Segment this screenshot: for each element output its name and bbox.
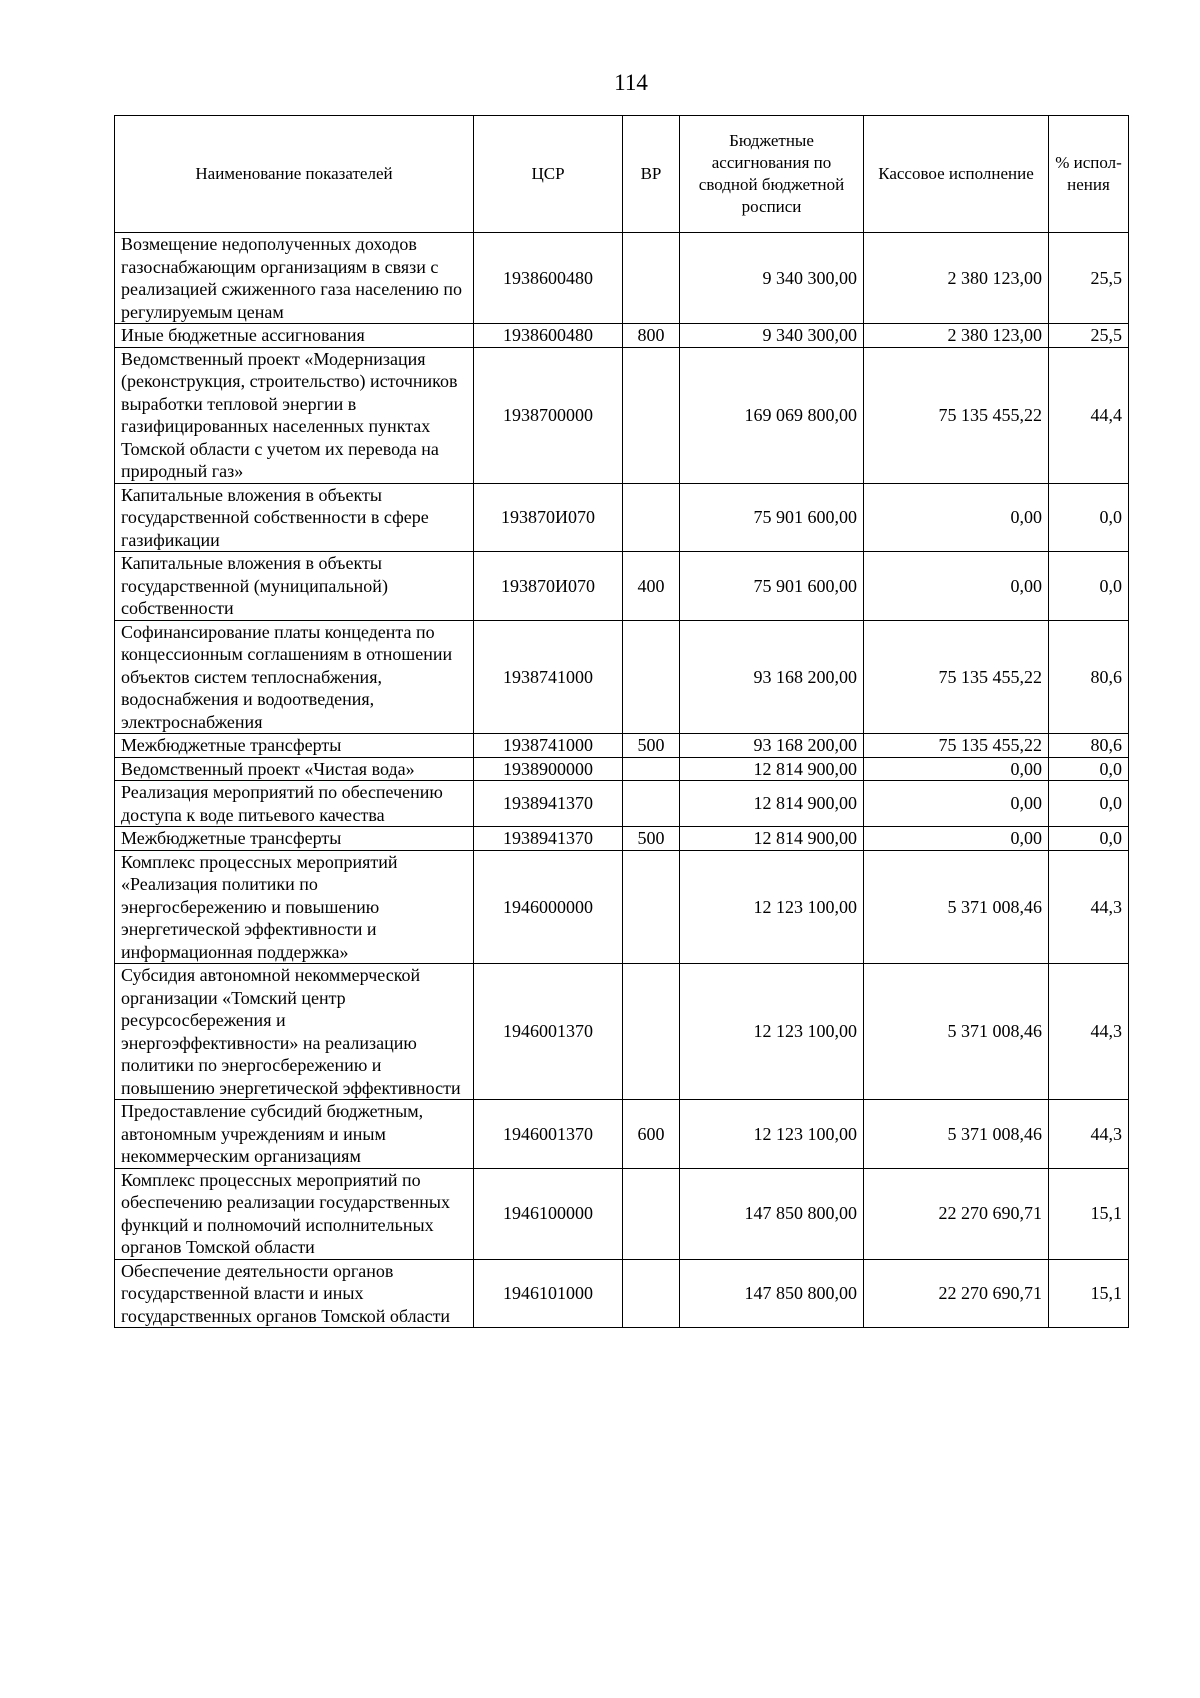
row-csr: 1946100000 [474, 1168, 623, 1259]
row-name: Софинансирование платы концедента по концессионным соглашениям в отношении объектов систем теплоснабжения, водоснабжения и водоотведения, электроснабжения [115, 620, 474, 734]
row-cash: 22 270 690,71 [864, 1259, 1049, 1328]
budget-execution-table [114, 115, 1129, 1328]
row-csr: 1938600480 [474, 233, 623, 324]
header-pct: % испол-нения [1049, 116, 1129, 233]
row-budget: 169 069 800,00 [680, 347, 864, 483]
row-csr: 1946000000 [474, 850, 623, 964]
table-row [115, 1168, 1129, 1259]
row-budget: 9 340 300,00 [680, 233, 864, 324]
row-cash: 75 135 455,22 [864, 347, 1049, 483]
header-cash: Кассовое исполнение [864, 116, 1049, 233]
row-pct: 0,0 [1049, 483, 1129, 552]
row-cash: 5 371 008,46 [864, 964, 1049, 1100]
row-vr [623, 233, 680, 324]
row-csr: 193870И070 [474, 552, 623, 621]
row-csr: 1946001370 [474, 1100, 623, 1169]
row-pct: 0,0 [1049, 757, 1129, 781]
row-csr: 1938700000 [474, 347, 623, 483]
row-name: Ведомственный проект «Модернизация (реконструкция, строительство) источников выработки тепловой энергии в газифицированных населенных пунктах Томской области с учетом их перевода на природный газ» [115, 347, 474, 483]
row-name: Реализация мероприятий по обеспечению доступа к воде питьевого качества [115, 781, 474, 827]
header-vr: ВР [623, 116, 680, 233]
row-csr: 1938941370 [474, 781, 623, 827]
table-row [115, 483, 1129, 552]
row-pct: 25,5 [1049, 233, 1129, 324]
row-cash: 0,00 [864, 552, 1049, 621]
row-pct: 0,0 [1049, 827, 1129, 851]
row-csr: 1938600480 [474, 324, 623, 348]
row-pct: 44,3 [1049, 964, 1129, 1100]
row-name: Капитальные вложения в объекты государственной собственности в сфере газификации [115, 483, 474, 552]
table-row [115, 734, 1129, 758]
row-csr: 193870И070 [474, 483, 623, 552]
row-cash: 75 135 455,22 [864, 620, 1049, 734]
row-pct: 0,0 [1049, 781, 1129, 827]
row-csr: 1938900000 [474, 757, 623, 781]
row-budget: 12 123 100,00 [680, 964, 864, 1100]
row-cash: 5 371 008,46 [864, 850, 1049, 964]
row-cash: 75 135 455,22 [864, 734, 1049, 758]
row-csr: 1938941370 [474, 827, 623, 851]
row-vr [623, 1259, 680, 1328]
table-row [115, 233, 1129, 324]
row-cash: 0,00 [864, 483, 1049, 552]
table-row [115, 1100, 1129, 1169]
row-vr [623, 757, 680, 781]
row-vr: 400 [623, 552, 680, 621]
row-budget: 12 123 100,00 [680, 850, 864, 964]
row-vr: 500 [623, 827, 680, 851]
header-budget: Бюджетные ассигнования по сводной бюджетной росписи [680, 116, 864, 233]
page-number: 114 [614, 70, 648, 95]
table-row [115, 1259, 1129, 1328]
table-row [115, 347, 1129, 483]
row-name: Капитальные вложения в объекты государственной (муниципальной) собственности [115, 552, 474, 621]
row-csr: 1946001370 [474, 964, 623, 1100]
row-name: Межбюджетные трансферты [115, 827, 474, 851]
row-pct: 25,5 [1049, 324, 1129, 348]
row-cash: 0,00 [864, 781, 1049, 827]
row-pct: 44,3 [1049, 850, 1129, 964]
row-vr: 500 [623, 734, 680, 758]
row-budget: 93 168 200,00 [680, 620, 864, 734]
row-name: Ведомственный проект «Чистая вода» [115, 757, 474, 781]
row-budget: 12 814 900,00 [680, 781, 864, 827]
row-pct: 44,3 [1049, 1100, 1129, 1169]
row-cash: 22 270 690,71 [864, 1168, 1049, 1259]
table-header-row [115, 116, 1129, 233]
row-name: Субсидия автономной некоммерческой организации «Томский центр ресурсосбережения и энергоэффективности» на реализацию политики по энергосбережению и повышению энергетической эффективности [115, 964, 474, 1100]
table-row [115, 324, 1129, 348]
row-cash: 5 371 008,46 [864, 1100, 1049, 1169]
header-csr: ЦСР [474, 116, 623, 233]
row-name: Комплекс процессных мероприятий по обеспечению реализации государственных функций и полномочий исполнительных органов Томской области [115, 1168, 474, 1259]
row-vr [623, 620, 680, 734]
row-vr [623, 964, 680, 1100]
row-pct: 44,4 [1049, 347, 1129, 483]
row-name: Межбюджетные трансферты [115, 734, 474, 758]
table-row [115, 827, 1129, 851]
table-body [115, 233, 1129, 1328]
table-row [115, 964, 1129, 1100]
table-row [115, 850, 1129, 964]
row-cash: 2 380 123,00 [864, 324, 1049, 348]
row-vr: 800 [623, 324, 680, 348]
row-cash: 2 380 123,00 [864, 233, 1049, 324]
row-vr [623, 781, 680, 827]
row-pct: 15,1 [1049, 1259, 1129, 1328]
header-name: Наименование показателей [115, 116, 474, 233]
row-budget: 9 340 300,00 [680, 324, 864, 348]
row-budget: 12 123 100,00 [680, 1100, 864, 1169]
row-pct: 15,1 [1049, 1168, 1129, 1259]
row-csr: 1938741000 [474, 620, 623, 734]
row-budget: 93 168 200,00 [680, 734, 864, 758]
row-name: Иные бюджетные ассигнования [115, 324, 474, 348]
row-budget: 12 814 900,00 [680, 827, 864, 851]
row-vr [623, 347, 680, 483]
table-row [115, 620, 1129, 734]
row-pct: 80,6 [1049, 734, 1129, 758]
row-budget: 75 901 600,00 [680, 552, 864, 621]
row-vr [623, 1168, 680, 1259]
row-name: Возмещение недополученных доходов газоснабжающим организациям в связи с реализацией сжиженного газа населению по регулируемым ценам [115, 233, 474, 324]
row-budget: 75 901 600,00 [680, 483, 864, 552]
row-name: Обеспечение деятельности органов государственной власти и иных государственных органов Томской области [115, 1259, 474, 1328]
row-budget: 12 814 900,00 [680, 757, 864, 781]
row-csr: 1946101000 [474, 1259, 623, 1328]
row-vr: 600 [623, 1100, 680, 1169]
row-cash: 0,00 [864, 757, 1049, 781]
table-row [115, 781, 1129, 827]
table-row [115, 757, 1129, 781]
row-budget: 147 850 800,00 [680, 1168, 864, 1259]
row-budget: 147 850 800,00 [680, 1259, 864, 1328]
row-name: Предоставление субсидий бюджетным, автономным учреждениям и иным некоммерческим организациям [115, 1100, 474, 1169]
row-name: Комплекс процессных мероприятий «Реализация политики по энергосбережению и повышению энергетической эффективности и информационная поддержка» [115, 850, 474, 964]
row-csr: 1938741000 [474, 734, 623, 758]
row-vr [623, 850, 680, 964]
table-row [115, 552, 1129, 621]
row-cash: 0,00 [864, 827, 1049, 851]
row-pct: 80,6 [1049, 620, 1129, 734]
row-vr [623, 483, 680, 552]
row-pct: 0,0 [1049, 552, 1129, 621]
